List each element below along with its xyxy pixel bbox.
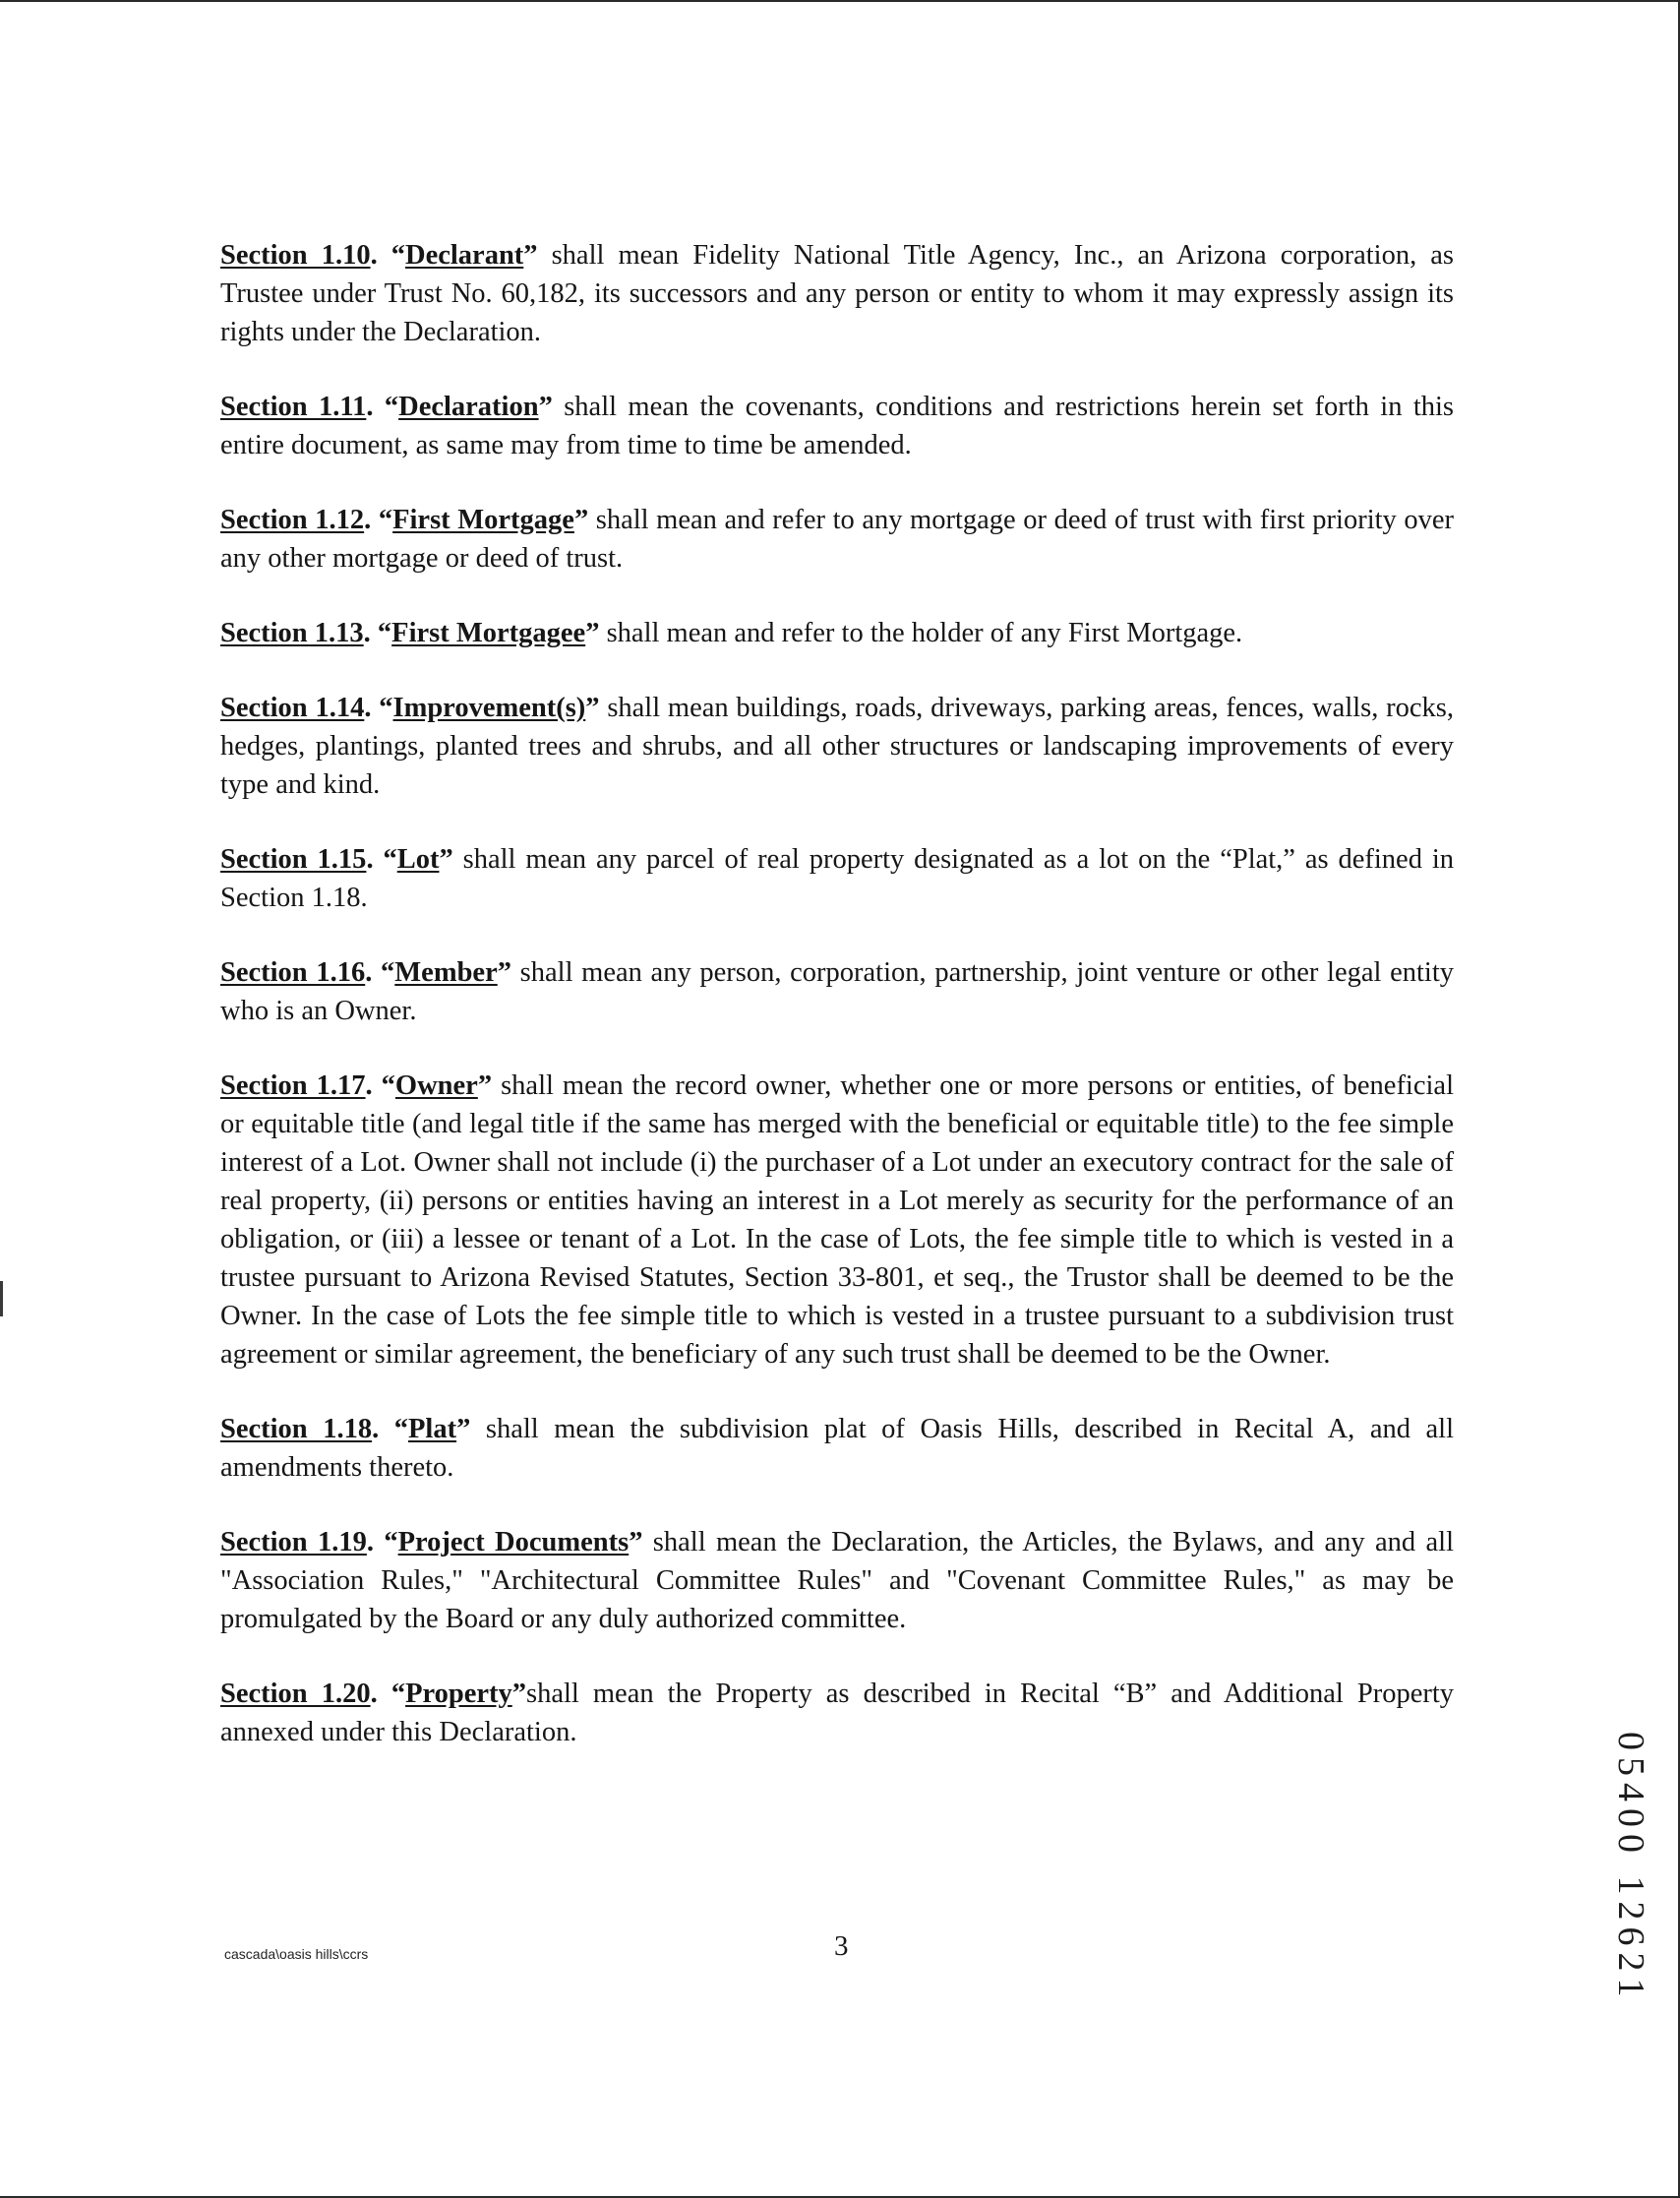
section-text: shall mean the Declaration, the Articles, the Bylaws, and any and all "Association Rules," "Architectural Committee Rules" and "Covenant Committee Rules," as may be promulgated by the Board or any duly authorized committee. <box>220 1527 1454 1634</box>
section-1-13: Section 1.13. “First Mortgagee” shall mean and refer to the holder of any First Mortgage. <box>220 618 1243 648</box>
defined-term: First Mortgagee <box>391 618 586 648</box>
document-body <box>220 236 1454 1788</box>
quote-open: “ <box>377 618 392 648</box>
section-1-15: Section 1.15. “Lot” shall mean any parcel of real property designated as a lot on the “Plat,” as defined in Section 1.18. <box>220 844 1455 913</box>
section-label: Section 1.17 <box>220 1070 366 1101</box>
section-text: shall mean and refer to the holder of any First Mortgage. <box>599 618 1243 648</box>
defined-term: Improvement(s) <box>392 693 586 723</box>
section-label: Section 1.20 <box>220 1679 371 1709</box>
quote-open: “ <box>378 505 393 535</box>
defined-term: Property <box>405 1679 512 1709</box>
quote-close: ” <box>585 693 600 723</box>
section-1-19: Section 1.19. “Project Documents” shall mean the Declaration, the Articles, the Bylaws, and any and all "Association Rules," "Architectural Committee Rules" and "Covenant Committee Rules," as may be promulgated by the Board or any duly authorized committee. <box>220 1527 1454 1634</box>
section-label: Section 1.19 <box>220 1527 367 1557</box>
quote-close: ” <box>538 392 553 422</box>
quote-close: ” <box>497 957 511 988</box>
section-text: shall mean and refer to any mortgage or deed of trust with first priority over any other mortgage or deed of trust. <box>220 505 1455 574</box>
section-1-10: Section 1.10. “Declarant” shall mean Fidelity National Title Agency, Inc., an Arizona corporation, as Trustee under Trust No. 60,182, its successors and any person or entity to whom it may expressly assign its rights under the Declaration. <box>220 240 1454 347</box>
quote-open: “ <box>384 1527 398 1557</box>
quote-close: ” <box>585 618 600 648</box>
section-label: Section 1.18 <box>220 1414 373 1444</box>
section-label: Section 1.14 <box>220 693 365 723</box>
section-label: Section 1.12 <box>220 505 365 535</box>
section-text: shall mean the record owner, whether one or more persons or entities, of beneficial or equitable title (and legal title if the same has merged with the beneficial or equitable title) to the fee simple interest of a Lot. Owner shall not include (i) the purchaser of a Lot under an executory contract for the sale of real property, (ii) persons or entities having an interest in a Lot merely as security for the performance of an obligation, or (iii) a lessee or tenant of a Lot. In the case of Lots, the fee simple title to which is vested in a trustee pursuant to Arizona Revised Statutes, Section 33-801, et seq., the Trustor shall be deemed to be the Owner. In the case of Lots the fee simple title to which is vested in a trustee pursuant to a subdivision trust agreement or similar agreement, the beneficiary of any such trust shall be deemed to be the Owner. <box>220 1070 1454 1370</box>
quote-close: ” <box>439 844 453 875</box>
defined-term: Owner <box>394 1070 478 1101</box>
margin-recording-stamp: 05400 12621 <box>1610 1732 1651 2004</box>
quote-close: ” <box>456 1414 471 1444</box>
defined-term: Lot <box>396 844 440 875</box>
section-text: shall mean any person, corporation, partnership, joint venture or other legal entity who is an Owner. <box>220 957 1455 1026</box>
section-text: shall mean any parcel of real property designated as a lot on the “Plat,” as defined in Section 1.18. <box>220 844 1455 913</box>
quote-close: ” <box>523 240 538 271</box>
section-text: shall mean the covenants, conditions and restrictions herein set forth in this entire document, as same may from time to time be amended. <box>220 392 1454 460</box>
footer-file-path: cascada\oasis hills\ccrs <box>224 1946 369 1962</box>
section-1-17: Section 1.17. “Owner” shall mean the record owner, whether one or more persons or entities, of beneficial or equitable title (and legal title if the same has merged with the beneficial or equitable title) to the fee simple interest of a Lot. Owner shall not include (i) the purchaser of a Lot under an executory contract for the sale of real property, (ii) persons or entities having an interest in a Lot merely as security for the performance of an obligation, or (iii) a lessee or tenant of a Lot. In the case of Lots, the fee simple title to which is vested in a trustee pursuant to Arizona Revised Statutes, Section 33-801, et seq., the Trustor shall be deemed to be the Owner. In the case of Lots the fee simple title to which is vested in a trustee pursuant to a subdivision trust agreement or similar agreement, the beneficiary of any such trust shall be deemed to be the Owner. <box>220 1070 1454 1370</box>
scan-mark <box>0 1281 3 1316</box>
section-label: Section 1.10 <box>220 240 371 271</box>
defined-term: Member <box>394 957 498 988</box>
section-label: Section 1.11 <box>220 392 367 422</box>
page-number: 3 <box>834 1930 849 1962</box>
section-text: shall mean the Property as described in Recital “B” and Additional Property annexed under this Declaration. <box>220 1679 1454 1747</box>
defined-term: Project Documents <box>397 1527 630 1557</box>
quote-open: “ <box>381 957 395 988</box>
quote-close: ” <box>477 1070 493 1101</box>
section-1-18: Section 1.18. “Plat” shall mean the subdivision plat of Oasis Hills, described in Recital A, and all amendments thereto. <box>220 1414 1454 1483</box>
defined-term: First Mortgage <box>392 505 574 535</box>
quote-open: “ <box>393 1414 409 1444</box>
section-1-12: Section 1.12. “First Mortgage” shall mean and refer to any mortgage or deed of trust with first priority over any other mortgage or deed of trust. <box>220 505 1455 574</box>
defined-term: Plat <box>408 1414 457 1444</box>
quote-close: ” <box>573 505 589 535</box>
section-text: shall mean buildings, roads, driveways, parking areas, fences, walls, rocks, hedges, plantings, planted trees and shrubs, and all other structures or landscaping improvements of every type and kind. <box>220 693 1455 800</box>
section-1-14: Section 1.14. “Improvement(s)” shall mean buildings, roads, driveways, parking areas, fences, walls, rocks, hedges, plantings, planted trees and shrubs, and all other structures or landscaping improvements of every type and kind. <box>220 693 1455 800</box>
page-edge-top <box>0 0 1680 2</box>
section-1-20: Section 1.20. “Property”shall mean the Property as described in Recital “B” and Additional Property annexed under this Declaration. <box>220 1679 1454 1747</box>
quote-open: “ <box>390 1679 406 1709</box>
defined-term: Declarant <box>405 240 524 271</box>
quote-open: “ <box>383 844 397 875</box>
section-label: Section 1.15 <box>220 844 367 875</box>
section-1-16: Section 1.16. “Member” shall mean any person, corporation, partnership, joint venture or other legal entity who is an Owner. <box>220 957 1455 1026</box>
section-label: Section 1.13 <box>220 618 364 648</box>
quote-close: ” <box>511 1679 526 1709</box>
section-1-11: Section 1.11. “Declaration” shall mean the covenants, conditions and restrictions herein set forth in this entire document, as same may from time to time be amended. <box>220 392 1454 460</box>
quote-close: ” <box>629 1527 643 1557</box>
section-text: shall mean Fidelity National Title Agency, Inc., an Arizona corporation, as Trustee under Trust No. 60,182, its successors and any person or entity to whom it may expressly assign its rights under the Declaration. <box>220 240 1454 347</box>
quote-open: “ <box>381 1070 395 1101</box>
section-text: shall mean the subdivision plat of Oasis Hills, described in Recital A, and all amendments thereto. <box>220 1414 1454 1483</box>
quote-open: “ <box>390 240 405 271</box>
defined-term: Declaration <box>398 392 539 422</box>
section-label: Section 1.16 <box>220 957 366 988</box>
quote-open: “ <box>379 693 393 723</box>
quote-open: “ <box>384 392 399 422</box>
